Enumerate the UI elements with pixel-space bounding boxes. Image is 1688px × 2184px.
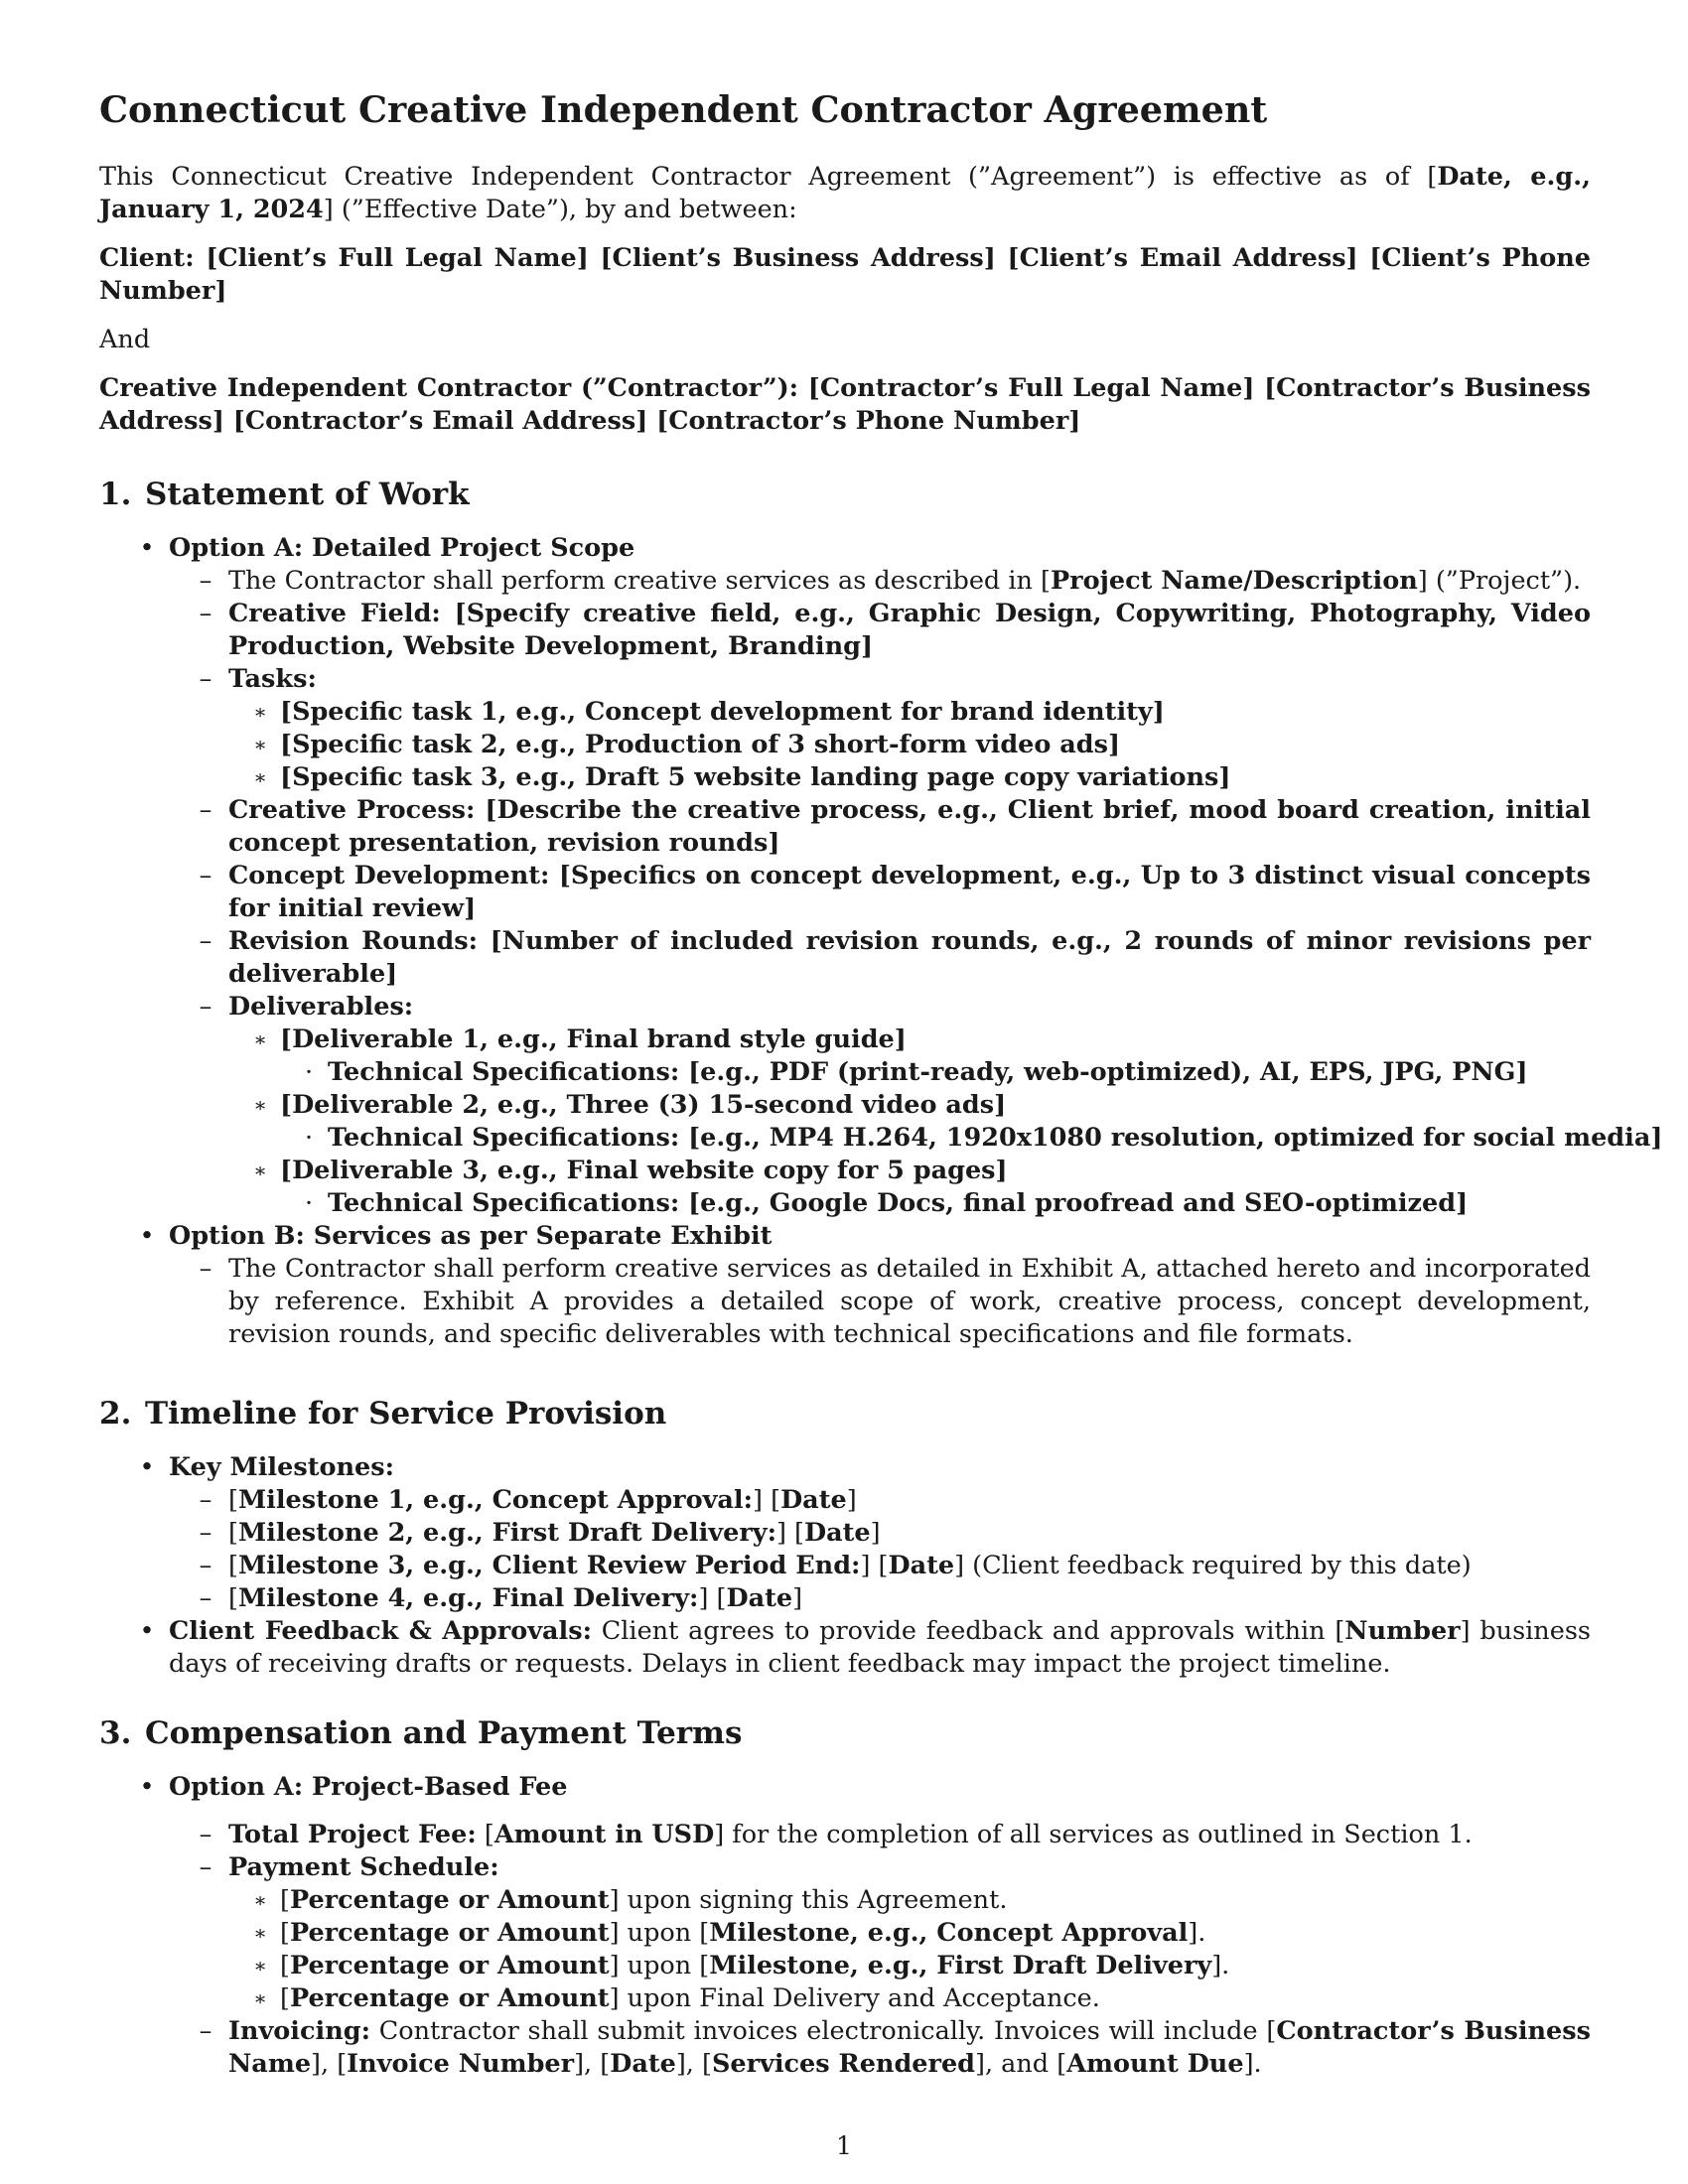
- s1-tasks-label: – Tasks:: [228, 663, 1591, 696]
- s3-payment-item: ∗ [Percentage or Amount] upon [Milestone, e.g., Concept Approval].: [280, 1917, 1591, 1950]
- dot-marker: ·: [304, 1188, 314, 1218]
- s3-payment-item: ∗ [Percentage or Amount] upon [Milestone, e.g., First Draft Delivery].: [280, 1950, 1591, 1982]
- dash-marker: –: [199, 1518, 212, 1548]
- star-marker: ∗: [253, 765, 267, 789]
- dash-marker: –: [199, 664, 212, 694]
- s1-creative-process: – Creative Process: [Describe the creative process, e.g., Client brief, mood board creation, initial concept presentation, revision rounds]: [228, 794, 1591, 860]
- bullet-marker: •: [139, 1772, 155, 1802]
- client-block: Client: [Client’s Full Legal Name] [Client’s Business Address] [Client’s Email Address] [Client’s Phone Number]: [99, 243, 1591, 306]
- star-marker: ∗: [253, 1888, 267, 1912]
- s1-task-item: ∗ [Specific task 2, e.g., Production of 3 short-form video ads]: [280, 729, 1591, 761]
- and-text: And: [99, 325, 151, 354]
- s1-deliverable-spec: · Technical Specifications: [e.g., PDF (print-ready, web-optimized), AI, EPS, JPG, PNG]: [328, 1056, 1591, 1089]
- section-1-heading: 1. Statement of Work: [99, 477, 470, 512]
- s1-concept-development: – Concept Development: [Specifics on concept development, e.g., Up to 3 distinct visual concepts for initial review]: [228, 860, 1591, 925]
- s3-option-a: • Option A: Project-Based Fee: [169, 1771, 1591, 1804]
- dash-marker: –: [199, 1820, 212, 1849]
- dot-marker: ·: [304, 1123, 314, 1153]
- dash-marker: –: [199, 599, 212, 628]
- star-marker: ∗: [253, 1027, 267, 1051]
- dash-marker: –: [199, 992, 212, 1022]
- dash-marker: –: [199, 795, 212, 825]
- contractor-block: Creative Independent Contractor (”Contractor”): [Contractor’s Full Legal Name] [Contractor’s Business Address] [Contractor’s Email Address] [Contractor’s Phone Number]: [99, 373, 1591, 436]
- s1-deliverables-label: – Deliverables:: [228, 991, 1591, 1024]
- s1-revision-rounds: – Revision Rounds: [Number of included revision rounds, e.g., 2 rounds of minor revisions per deliverable]: [228, 925, 1591, 991]
- s3-payment-item: ∗ [Percentage or Amount] upon Final Delivery and Acceptance.: [280, 1982, 1591, 2015]
- star-marker: ∗: [253, 1954, 267, 1978]
- s1-option-a: • Option A: Detailed Project Scope: [169, 532, 1591, 565]
- dash-marker: –: [199, 1852, 212, 1882]
- star-marker: ∗: [253, 700, 267, 724]
- s1-deliverable-spec: · Technical Specifications: [e.g., Google Docs, final proofread and SEO-optimized]: [328, 1187, 1591, 1220]
- dash-marker: –: [199, 1254, 212, 1284]
- intro-paragraph: This Connecticut Creative Independent Contractor Agreement (”Agreement”) is effective as of [Date, e.g., January 1, 2024] (”Effective Date”), by and between:: [99, 162, 1591, 224]
- page-number: 1: [835, 2131, 853, 2161]
- dash-marker: –: [199, 1551, 212, 1580]
- dash-marker: –: [199, 2016, 212, 2046]
- dash-marker: –: [199, 1485, 212, 1515]
- s1-deliverable-item: ∗ [Deliverable 2, e.g., Three (3) 15-second video ads]: [280, 1089, 1591, 1122]
- dash-marker: –: [199, 566, 212, 596]
- s1-task-item: ∗ [Specific task 3, e.g., Draft 5 website landing page copy variations]: [280, 761, 1591, 794]
- s1-option-b: • Option B: Services as per Separate Exhibit: [169, 1220, 1591, 1253]
- s3-payment-item: ∗ [Percentage or Amount] upon signing this Agreement.: [280, 1884, 1591, 1917]
- star-marker: ∗: [253, 1921, 267, 1945]
- star-marker: ∗: [253, 1986, 267, 2010]
- s2-client-feedback: • Client Feedback & Approvals: Client agrees to provide feedback and approvals within [Number] business days of receiving drafts or requests. Delays in client feedback may impact the project timeline.: [169, 1615, 1591, 1681]
- dash-marker: –: [199, 1583, 212, 1613]
- section-3-heading: 3. Compensation and Payment Terms: [99, 1715, 743, 1751]
- star-marker: ∗: [253, 1159, 267, 1182]
- s3-invoicing: – Invoicing: Contractor shall submit invoices electronically. Invoices will include [Contractor’s Business Name], [Invoice Number], [Date], [Services Rendered], and [Amount Due].: [228, 2015, 1591, 2081]
- section-2-heading: 2. Timeline for Service Provision: [99, 1396, 667, 1432]
- dot-marker: ·: [304, 1057, 314, 1087]
- document-title: Connecticut Creative Independent Contractor Agreement: [99, 88, 1268, 131]
- s2-milestone-item: – [Milestone 1, e.g., Concept Approval:] [Date]: [228, 1484, 1591, 1517]
- s2-key-milestones: • Key Milestones:: [169, 1451, 1591, 1484]
- s2-milestone-item: – [Milestone 4, e.g., Final Delivery:] [Date]: [228, 1582, 1591, 1615]
- s1-creative-field: – Creative Field: [Specify creative field, e.g., Graphic Design, Copywriting, Photography, Video Production, Website Development, Branding]: [228, 598, 1591, 663]
- s2-milestone-item: – [Milestone 3, e.g., Client Review Period End:] [Date] (Client feedback required by this date): [228, 1550, 1591, 1582]
- s3-total-fee: – Total Project Fee: [Amount in USD] for the completion of all services as outlined in Section 1.: [228, 1819, 1591, 1851]
- s3-payment-schedule-label: – Payment Schedule:: [228, 1851, 1591, 1884]
- s1-option-b-text: – The Contractor shall perform creative services as detailed in Exhibit A, attached hereto and incorporated by reference. Exhibit A provides a detailed scope of work, creative process, concept development, revision rounds, and specific deliverables with technical specifications and file formats.: [228, 1253, 1591, 1351]
- dash-marker: –: [199, 926, 212, 956]
- star-marker: ∗: [253, 1093, 267, 1117]
- bullet-marker: •: [139, 1616, 155, 1646]
- bullet-marker: •: [139, 1452, 155, 1482]
- star-marker: ∗: [253, 733, 267, 756]
- s1-task-item: ∗ [Specific task 1, e.g., Concept development for brand identity]: [280, 696, 1591, 729]
- bullet-marker: •: [139, 1221, 155, 1251]
- s1-deliverable-item: ∗ [Deliverable 1, e.g., Final brand style guide]: [280, 1024, 1591, 1056]
- s1-deliverable-spec: · Technical Specifications: [e.g., MP4 H.264, 1920x1080 resolution, optimized for social media]: [328, 1122, 1591, 1155]
- s1-deliverable-item: ∗ [Deliverable 3, e.g., Final website copy for 5 pages]: [280, 1155, 1591, 1187]
- s2-milestone-item: – [Milestone 2, e.g., First Draft Delivery:] [Date]: [228, 1517, 1591, 1550]
- dash-marker: –: [199, 861, 212, 890]
- s1-perform-item: – The Contractor shall perform creative services as described in [Project Name/Description] (”Project”).: [228, 565, 1591, 598]
- bullet-marker: •: [139, 533, 155, 563]
